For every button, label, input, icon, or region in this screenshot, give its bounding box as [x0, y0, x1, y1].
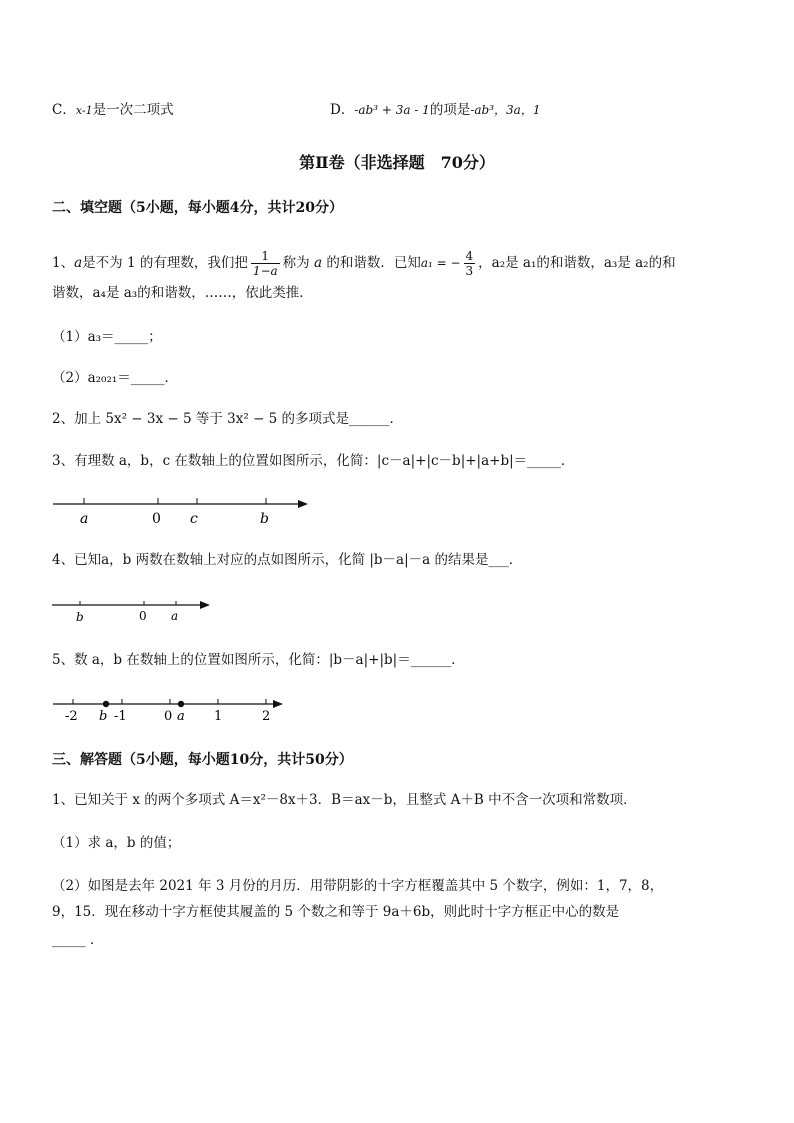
- question-1-line-1: [52, 249, 676, 278]
- option-c-text: 是一次二项式: [92, 102, 174, 118]
- option-d-text: 的项是: [429, 102, 471, 118]
- a1-equals: a₁ = −: [420, 256, 461, 270]
- q1-text-b: 称为: [282, 255, 310, 271]
- option-c: [52, 101, 174, 120]
- solve-question-1-part-2-line-2: 9，15．现在移动十字方框使其履盖的 5 个数之和等于 9a＋6b，则此时十字方框正中心的数是: [52, 904, 620, 920]
- question-4: 4、已知a，b 两数在数轴上对应的点如图所示，化简 |b－a|－a 的结果是___．: [52, 552, 523, 568]
- nl3-label-a: a: [177, 709, 185, 724]
- option-d-label: D．: [330, 102, 355, 118]
- q1-text-a: 是不为 1 的有理数，我们把: [82, 255, 248, 271]
- nl3-label-minus-2: -2: [65, 709, 78, 724]
- q1-text-c: 的和谐数．已知: [326, 255, 421, 271]
- option-d-terms: -ab³，3a，1: [470, 103, 541, 117]
- number-line-3: [50, 693, 290, 725]
- a1-fraction: [464, 249, 476, 278]
- nl1-label-zero: 0: [152, 511, 161, 527]
- harmonic-fraction: [251, 249, 280, 278]
- nl2-label-a: a: [171, 609, 179, 623]
- nl1-label-b: b: [260, 511, 269, 527]
- question-1-part-1: （1）a₃＝_____；: [52, 329, 162, 345]
- q1-text-d: ，a₂是 a₁的和谐数，a₃是 a₂的和: [478, 255, 676, 271]
- solve-question-1-part-1: （1）求 a，b 的值；: [52, 835, 181, 851]
- solve-question-1-part-2-line-1: （2）如图是去年 2021 年 3 月份的月历．用带阴影的十字方框覆盖其中 5 个数字，例如：1，7，8，: [52, 878, 664, 894]
- option-c-expr: x-1: [75, 104, 93, 117]
- q1-number: 1、: [52, 255, 75, 271]
- a1-fraction-denominator: 3: [465, 264, 474, 278]
- question-1-line-2: 谐数，a₄是 a₃的和谐数，……，依此类推．: [52, 285, 313, 301]
- nl1-label-c: c: [190, 511, 198, 527]
- section-solve-heading: 三、解答题（5小题，每小题10分，共计50分）: [52, 752, 353, 768]
- section-fill-blank-heading: 二、填空题（5小题，每小题4分，共计20分）: [52, 200, 343, 216]
- harmonic-fraction-denominator: 1−a: [252, 264, 278, 278]
- question-1-part-2: （2）a₂₀₂₁＝_____．: [52, 370, 179, 386]
- question-3: 3、有理数 a，b，c 在数轴上的位置如图所示，化简：|c－a|+|c－b|+|a+b|＝_____．: [52, 453, 575, 469]
- number-line-2: [50, 593, 220, 625]
- nl1-label-a: a: [80, 511, 89, 527]
- option-d: [330, 101, 540, 119]
- question-2: 2、加上 5x² − 3x − 5 等于 3x² − 5 的多项式是______．: [52, 411, 404, 427]
- solve-question-1: 1、已知关于 x 的两个多项式 A＝x²－8x＋3．B＝ax－b，且整式 A＋B 中不含一次项和常数项．: [52, 792, 637, 808]
- option-c-label: C．: [52, 102, 76, 118]
- option-d-expr: -ab³ + 3a - 1: [354, 103, 430, 117]
- nl3-label-1: 1: [214, 709, 223, 724]
- question-5: 5、数 a，b 在数轴上的位置如图所示，化简：|b－a|+|b|＝______．: [52, 652, 465, 668]
- nl2-label-b: b: [76, 610, 84, 624]
- a1-fraction-numerator: 4: [465, 249, 474, 263]
- q1-var-a: a: [74, 255, 83, 271]
- solve-question-1-part-2-line-3: _____ ．: [52, 932, 104, 948]
- nl3-label-zero: 0: [164, 709, 173, 724]
- harmonic-fraction-numerator: 1: [251, 249, 280, 264]
- part-two-title: 第Ⅱ卷（非选择题 70分）: [299, 153, 495, 172]
- number-line-1: [50, 490, 320, 530]
- q1-var-a-2: a: [313, 255, 323, 271]
- nl2-label-zero: 0: [139, 609, 147, 623]
- nl3-label-b: b: [99, 709, 108, 724]
- nl3-label-minus-1: -1: [114, 709, 127, 724]
- nl3-label-2: 2: [262, 709, 271, 724]
